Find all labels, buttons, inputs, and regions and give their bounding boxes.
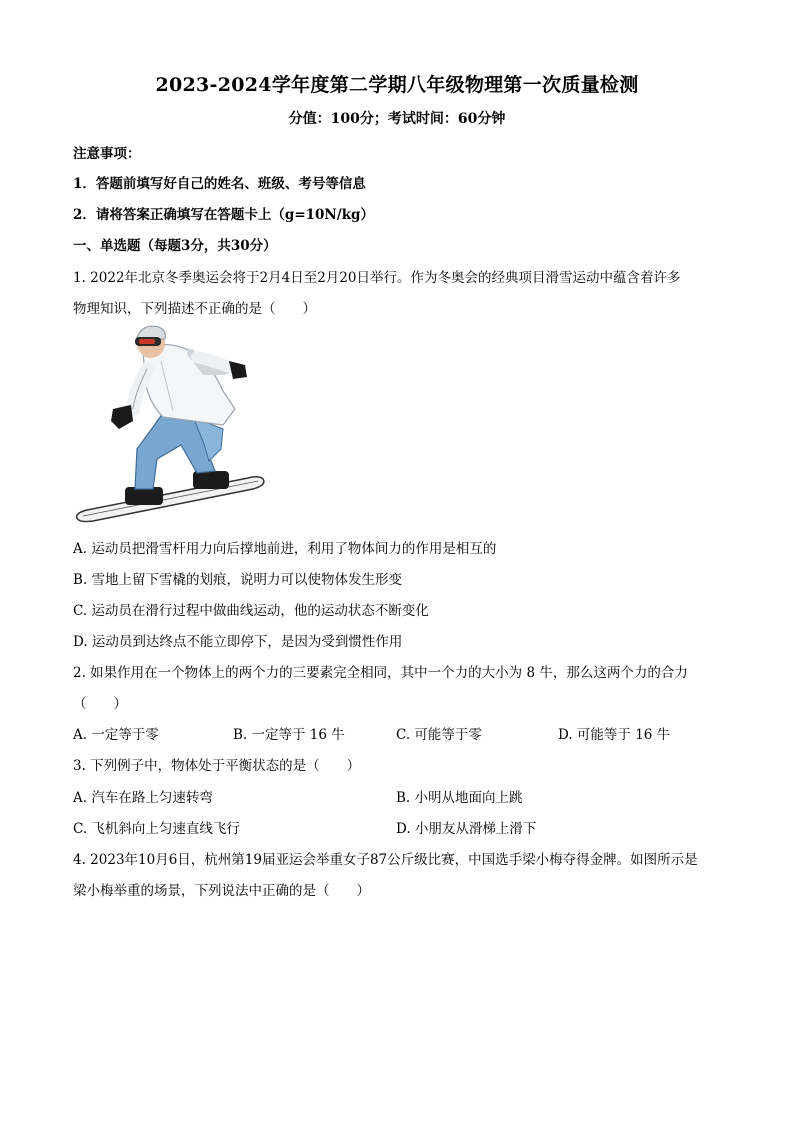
question-4-line: 4. 2023年10月6日，杭州第19届亚运会举重女子87公斤级比赛，中国选手梁小梅夺得金牌。如图所示是 <box>73 852 698 868</box>
question-2-option-c: C. 可能等于零 <box>396 727 482 743</box>
question-1-line: 物理知识，下列描述不正确的是（ ） <box>73 301 316 317</box>
note-item: 2．请将答案正确填写在答题卡上（g=10N/kg） <box>73 207 374 223</box>
exam-title: 2023-2024学年度第二学期八年级物理第一次质量检测 <box>155 74 639 96</box>
question-3-option-d: D. 小朋友从滑梯上滑下 <box>396 821 537 837</box>
question-2-option-b: B. 一定等于 16 牛 <box>233 727 345 743</box>
notes-heading: 注意事项： <box>73 146 141 162</box>
section-heading: 一、单选题（每题3分，共30分） <box>73 238 277 254</box>
question-2-option-d: D. 可能等于 16 牛 <box>558 727 671 743</box>
question-3-option-a: A. 汽车在路上匀速转弯 <box>73 790 213 806</box>
question-1-option-c: C. 运动员在滑行过程中做曲线运动，他的运动状态不断变化 <box>73 603 429 619</box>
snowboarder-illustration <box>73 321 266 527</box>
question-1-option-a: A. 运动员把滑雪杆用力向后撑地前进，利用了物体间力的作用是相互的 <box>73 541 497 557</box>
exam-subtitle: 分值：100分；考试时间：60分钟 <box>288 111 506 127</box>
question-3-option-b: B. 小明从地面向上跳 <box>396 790 523 806</box>
note-item: 1．答题前填写好自己的姓名、班级、考号等信息 <box>73 176 366 192</box>
question-3-option-c: C. 飞机斜向上匀速直线飞行 <box>73 821 240 837</box>
question-2-line: （ ） <box>73 696 127 712</box>
question-1-option-d: D. 运动员到达终点不能立即停下，是因为受到惯性作用 <box>73 634 403 650</box>
question-3-line: 3. 下列例子中，物体处于平衡状态的是（ ） <box>73 758 361 774</box>
question-2-option-a: A. 一定等于零 <box>73 727 159 743</box>
question-1-option-b: B. 雪地上留下雪橇的划痕，说明力可以使物体发生形变 <box>73 572 403 588</box>
question-4-line: 梁小梅举重的场景，下列说法中正确的是（ ） <box>73 883 370 899</box>
question-2-line: 2. 如果作用在一个物体上的两个力的三要素完全相同，其中一个力的大小为 8 牛，那么这两个力的合力 <box>73 665 688 681</box>
question-1-line: 1. 2022年北京冬季奥运会将于2月4日至2月20日举行。作为冬奥会的经典项目滑雪运动中蕴含着许多 <box>73 270 681 286</box>
